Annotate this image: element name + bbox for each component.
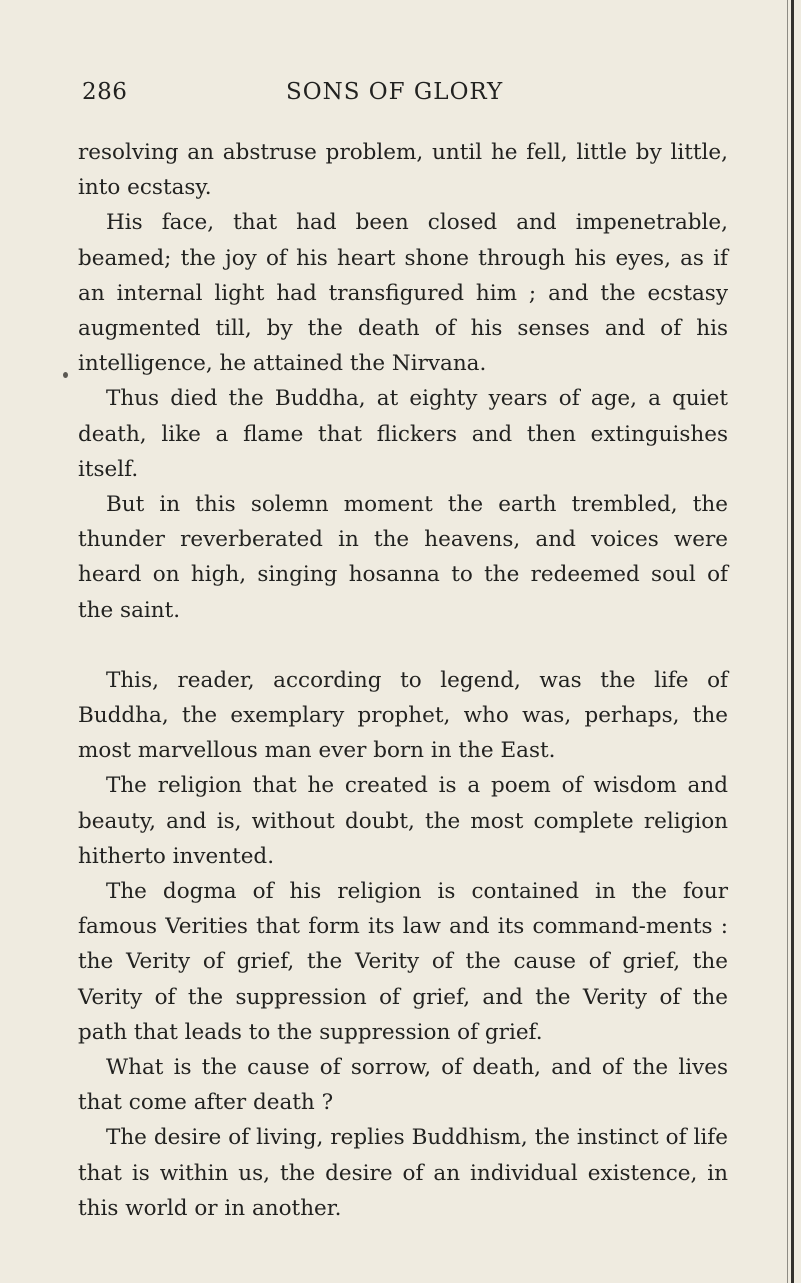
paragraph: What is the cause of sorrow, of death, and of the lives that come after death ? <box>78 1055 728 1116</box>
page-edge-line <box>787 0 788 1283</box>
paragraph: But in this solemn moment the earth trembled, the thunder reverberated in the heavens, and voices were heard on high, singing hosanna to the redeemed soul of the saint. <box>78 492 728 623</box>
section-break <box>78 628 728 663</box>
paragraph: The dogma of his religion is contained in the four famous Verities that form its law and its command-ments : the Verity of grief, the Verity of the cause of grief, the Verity of the suppression of grief, and the Verity of the path that leads to the suppression of grief. <box>78 879 728 1045</box>
page-body <box>78 135 728 1226</box>
page-header <box>82 79 722 109</box>
paragraph: This, reader, according to legend, was the life of Buddha, the exemplary prophet, who was, perhaps, the most marvellous man ever born in the East. <box>78 667 728 764</box>
page-number: 286 <box>82 79 128 105</box>
page-edge-shadow <box>791 0 794 1283</box>
paragraph: The desire of living, replies Buddhism, the instinct of life that is within us, the desire of an individual existence, in this world or in another. <box>78 1125 728 1221</box>
paragraph: The religion that he created is a poem of wisdom and beauty, and is, without doubt, the most complete religion hitherto invented. <box>78 773 728 869</box>
paragraph: His face, that had been closed and impenetrable, beamed; the joy of his heart shone through his eyes, as if an internal light had transfigured him ; and the ecstasy augmented till, by the death of his senses and of his intelligence, he attained the Nirvana. <box>78 210 728 377</box>
paragraph: Thus died the Buddha, at eighty years of age, a quiet death, like a flame that flickers and then extinguishes itself. <box>78 386 728 482</box>
margin-mark <box>63 372 68 378</box>
paragraph: resolving an abstruse problem, until he fell, little by little, into ecstasy. <box>78 140 728 201</box>
running-title: SONS OF GLORY <box>286 79 504 105</box>
